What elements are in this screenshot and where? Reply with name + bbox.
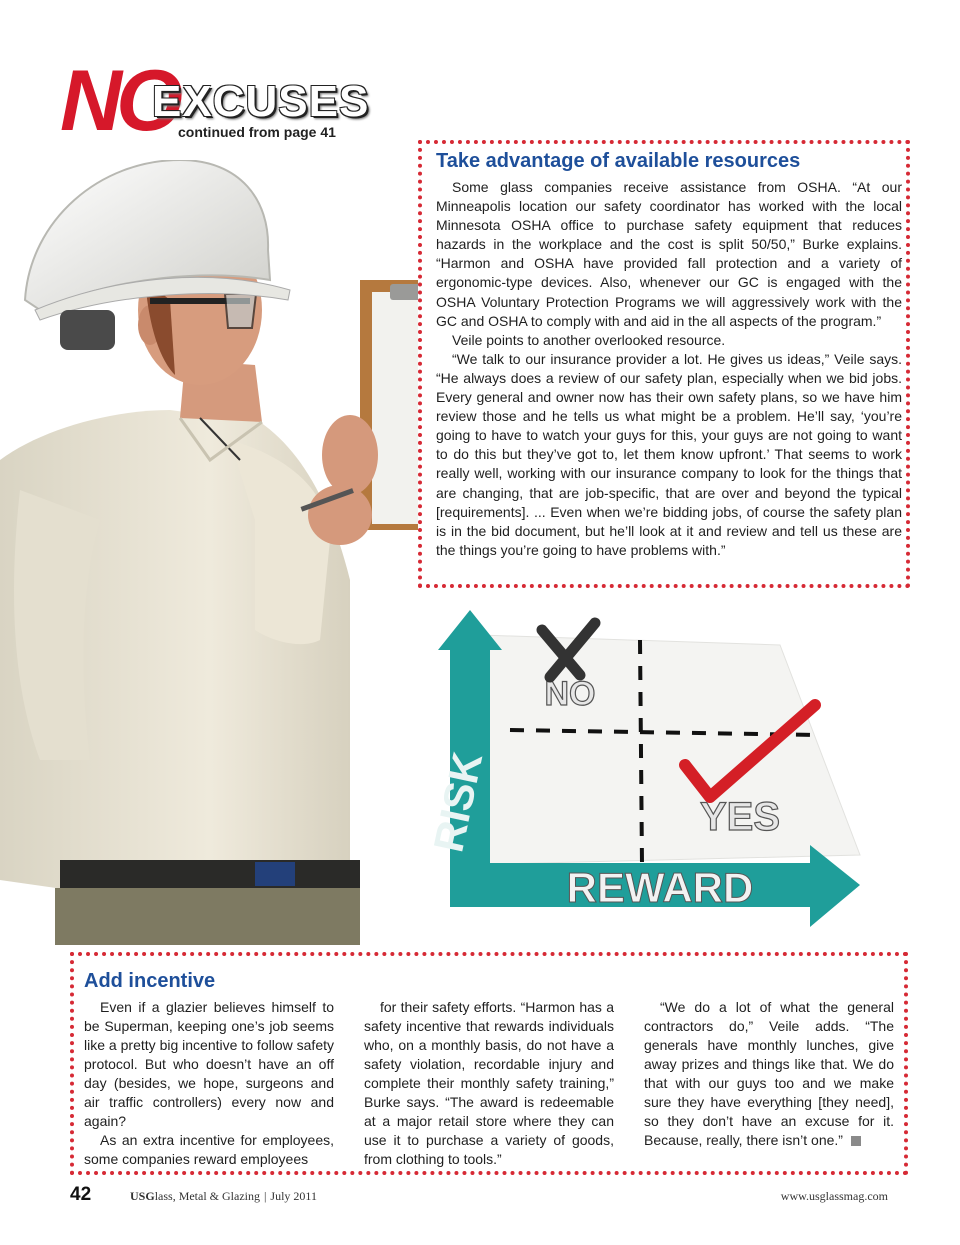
paragraph-text: “We do a lot of what the general contractors do,” Veile adds. “The generals have monthly lunches, give away prizes and things like that. We do that with our guys too and we make sure they have everything [they need], so they don’t have an excuse for it. Because, really, there isn’t one.”: [644, 999, 894, 1148]
column-1: [84, 998, 334, 1169]
continued-note: continued from page 41: [178, 124, 336, 140]
incentive-section: [70, 952, 908, 1175]
paragraph: for their safety efforts. “Harmon has a safety incentive that rewards individuals who, on a monthly basis, do not have a safety violation, recordable injury and complete their monthly safety training,” Burke says. “The award is redeemable at a major retail store where they can use it to purchase a variety of goods, from clothing to tools.”: [364, 999, 614, 1167]
reward-label: REWARD: [566, 864, 754, 911]
paragraph: As an extra incentive for employees, some companies reward employees: [84, 1132, 334, 1167]
risk-reward-graphic: [420, 605, 870, 935]
page-number: 42: [70, 1184, 92, 1205]
no-label: NO: [544, 675, 596, 713]
website-url: www.usglassmag.com: [780, 1189, 888, 1203]
end-mark-icon: [851, 1136, 861, 1146]
logo-excuses: EXCUSES: [152, 77, 370, 126]
resources-heading: Take advantage of available resources: [436, 150, 801, 172]
paragraph: Veile points to another overlooked resource.: [452, 331, 726, 348]
publication-bold: USG: [130, 1189, 155, 1203]
paragraph: [644, 998, 894, 1150]
worker-illustration: [0, 160, 440, 945]
resources-body: [436, 178, 902, 560]
paragraph: Some glass companies receive assistance from OSHA. “At our Minneapolis location our safety coordinator has worked with the local Minnesota OSHA office to purchase safety equipment that reduces hazards in the workplace and the cost is split 50/50,” Burke explains. “Harmon and OSHA have provided fall protection and a variety of ergonomic-type devices. Also, whenever our GC is engaged with the OSHA Voluntary Protection Programs we will aggressively work with the GC and OSHA to comply with and aid in the all aspects of the program.”: [436, 179, 902, 329]
logo-no: NO: [60, 53, 177, 149]
issue-date: July 2011: [270, 1189, 317, 1203]
separator: |: [264, 1189, 267, 1203]
resources-section: [418, 140, 910, 588]
yes-label: YES: [699, 795, 781, 839]
paragraph: Even if a glazier believes himself to be Superman, keeping one’s job seems like a pretty big incentive to follow safety protocol. But who doesn’t have an off day (besides, we hope, surgeons and air traffic controllers) every now and again?: [84, 999, 334, 1129]
publication-name: lass, Metal & Glazing: [154, 1189, 260, 1203]
risk-label: RISK: [424, 748, 492, 856]
publication-line: [130, 1189, 317, 1204]
column-3: [644, 998, 894, 1169]
incentive-heading: Add incentive: [84, 970, 216, 992]
paragraph: “We talk to our insurance provider a lot. He gives us ideas,” Veile says. “He always does a review of our safety plan, especially when we bid jobs. Every general and owner now has their own safety plans, so we have him review those and he tells us what might be a problem. He’ll say, ‘you’re going to have to watch your guys for this, your guys are not going to want to do this but they’ve got to, let them know upfront.’ That seems to work really well, working with our insurance company to look for the things that are changing, that are job-specific, that are over and beyond the typical [requirements]. ... Even when we’re bidding jobs, of course the safety plan is in the bid document, but he’ll look at it and review and tell us these are the things you’re going to have problems with.”: [436, 350, 902, 558]
column-2: [364, 998, 614, 1169]
incentive-columns: [84, 998, 894, 1169]
